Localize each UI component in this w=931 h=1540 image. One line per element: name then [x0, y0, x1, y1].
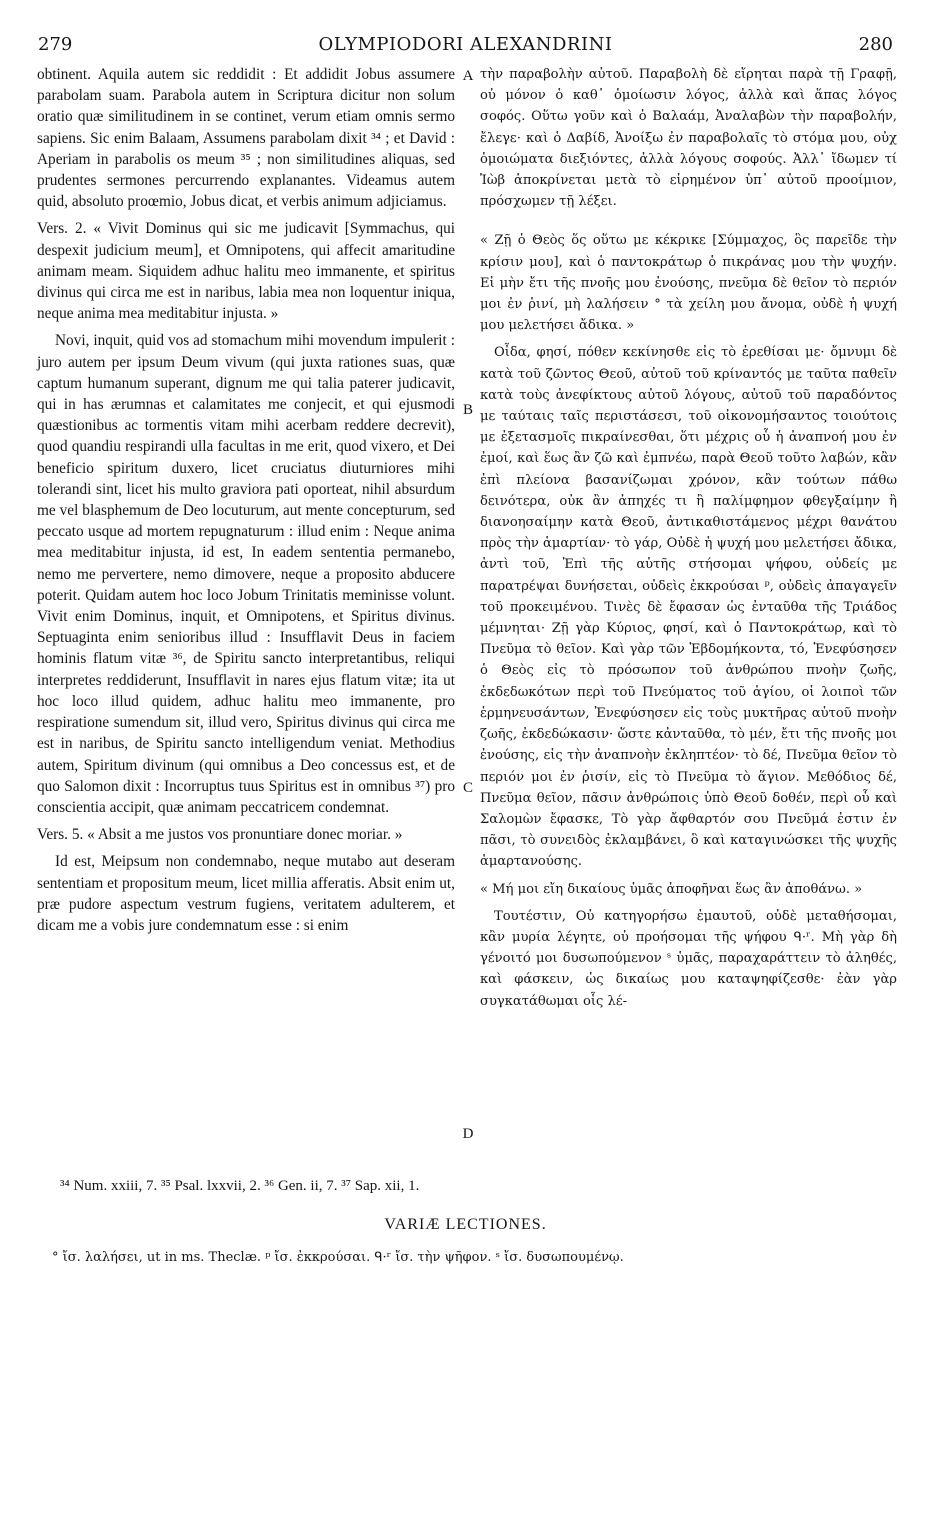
variae-lectiones-text: ° ἴσ. λαλήσει, ut in ms. Theclæ. ᵖ ἴσ. ἐκκρούσαι. ᑫ·ʳ ἴσ. τὴν ψῆφον. ˢ ἴσ. δυσωπουμένῳ.	[52, 1250, 624, 1265]
latin-verse-2: Vers. 2. « Vivit Dominus qui sic me judicavit [Symmachus, qui despexit judicium meum], et Omnipotens, qui affecit amaritudine animam meam. Siquidem adhuc halitu meo immanente, et spiritus divinus qui circa me est in naribus, labia mea non loquentur iniqua, neque anima mea meditabitur injusta. »	[37, 220, 455, 323]
greek-paragraph-intro: τὴν παραβολὴν αὐτοῦ. Παραβολὴ δὲ εἴρηται παρὰ τῇ Γραφῇ, οὐ μόνον ὁ καθ᾽ ὁμοίωσιν λόγος, ἀλλὰ καὶ ἅπας λόγος σοφός. Οὕτω γοῦν καὶ ὁ Βαλαάμ, Ἀναλαβὼν τὴν παραβολήν, ἔλεγε· καὶ ὁ Δαβίδ, Ἀνοίξω ἐν παραβολαῖς τὸ στόμα μου, οὐχ ὁμοιώματα διεξιόντες, ἀλλὰ λόγους σοφούς. Ἀλλ᾽ ἴδωμεν τί Ἰὼβ ἀποκρίνεται μετὰ τὸ εἰρημένον ὑπ᾽ αὐτοῦ προοίμιον, πρόσχωμεν τῇ λέξει.	[480, 67, 897, 210]
greek-commentary-5: Τουτέστιν, Οὐ κατηγορήσω ἐμαυτοῦ, οὐδὲ μεταθήσομαι, κἂν μυρία λέγητε, οὐ προήσομαι τῆς ψήφου ᑫ·ʳ. Μὴ γὰρ δὴ γένοιτό μοι δυσωπούμενον ˢ ὑμᾶς, παραχαράττειν τὸ ἀληθές, καὶ φάσκειν, ὡς δικαίως μου καταψηφίζεσθε· ἐὰν γὰρ συγκατάθωμαι οἷς λέ-	[480, 908, 897, 1009]
variae-lectiones-title: VARIÆ LECTIONES.	[384, 1216, 547, 1233]
margin-letter-d: D	[462, 1126, 474, 1142]
latin-verse-5: Vers. 5. « Absit a me justos vos pronuntiare donec moriar. »	[37, 826, 403, 844]
margin-letter-c: C	[462, 780, 473, 796]
page-header	[38, 34, 893, 60]
footnotes: ³⁴ Num. xxiii, 7. ³⁵ Psal. lxxvii, 2. ³⁶ Gen. ii, 7. ³⁷ Sap. xii, 1.	[60, 1178, 420, 1194]
page-number-left: 279	[38, 34, 73, 55]
margin-letter-b: B	[462, 402, 473, 418]
latin-commentary-5: Id est, Meipsum non condemnabo, neque mutabo aut deseram sententiam et propositum meum, licet millia afferatis. Absit enim ut, præ pudore aspectum vestrum fugiens, veritatem adulterem, et dicam me a vobis jure condemnatum esse : si enim	[37, 853, 455, 934]
page-number-right: 280	[858, 34, 893, 55]
greek-verse-5: « Μή μοι εἴη δικαίους ὑμᾶς ἀποφῆναι ἕως ἂν ἀποθάνω. »	[480, 881, 863, 897]
greek-column	[480, 64, 897, 1012]
greek-commentary-2: Οἶδα, φησί, πόθεν κεκίνησθε εἰς τὸ ἐρεθίσαι με· ὄμνυμι δὲ κατὰ τοῦ ζῶντος Θεοῦ, αὐτοῦ τοῦ κρίναντός με ταῦτα παθεῖν κατὰ τοὺς ἀνεφίκτους αὐτοῦ λόγους, αὐτοῦ τοῦ παραδόντος με ταύταις ταῖς περιστάσεσι, τοῦ οἰκονομήσαντος τοιούτοις με ἐξετασμοῖς πικραίνεσθαι, ὅτι μέχρις οὗ ἡ ἀναπνοή μου ἐν ἐμοί, καὶ ἕως ἂν ζῶ καὶ ἐμπνέω, παρὰ Θεοῦ τοῦτο λαβών, κἂν ἐπὶ πλείονα βασανίζωμαι χρόνον, κἂν τούτων πάθω δεινότερα, οὐκ ἂν ἀπηχές τι ἢ παλίμφημον φθεγξαίμην ἢ διανοησαίμην κατὰ Θεοῦ, ἀντικαθιστάμενος μέχρι θανάτου πρὸς τὴν ἁμαρτίαν· τὸ γάρ, Οὐδὲ ἡ ψυχή μου μελετήσει ἄδικα, ἀντὶ τοῦ, Ἐπὶ τῆς αὐτῆς στήσομαι ψήφου, οὐδείς με παρατρέψαι δυνήσεται, οὐδεὶς ἐκκρούσαι ᵖ, οὐδεὶς ἀπαγαγεῖν τοῦ προκειμένου. Τινὲς δὲ ἔφασαν ὡς ἐνταῦθα τῆς Τριάδος μέμνηται· Ζῇ γὰρ Κύριος, φησί, καὶ ὁ Παντοκράτωρ, καὶ τὸ Πνεῦμα τὸ θεῖον. Καὶ γὰρ τῶν Ἑβδομήκοντα, τό, Ἐνεφύσησεν ὁ Θεὸς εἰς τὸ πρόσωπον τοῦ ἀνθρώπου πνοὴν ζωῆς, ἐκδεδωκότων περὶ τοῦ Πνεύματος τοῦ ἁγίου, οἱ λοιποὶ τῶν ἑρμηνευσάντων, Ἐνεφύσησεν εἰς τοὺς μυκτῆρας αὐτοῦ πνοὴν ζωῆς, ἐκδεδώκασιν· ὥστε κἀνταῦθα, τὸ μέν, ἔτι τῆς πνοῆς μοι ἐνούσης, εἰς τὴν ἀναπνοὴν ἐκληπτέον· τὸ δέ, Πνεῦμα θεῖον τὸ περιόν μοι ἐν ῥισίν, εἰς τὸ Πνεῦμα τὸ ἅγιον. Μεθόδιος δέ, Πνεῦμα θεῖον, πᾶσιν ἀνθρώποις ὑπὸ Θεοῦ δοθέν, περὶ οὗ καὶ Σαλομὼν ἔφασκε, Τὸ γὰρ ἄφθαρτόν σου Πνεῦμά ἐστιν ἐν πᾶσι, τὸ συνειδὸς ἐκλαμβάνει, ὃ καὶ καταγινώσκει τῆς ψυχῆς ἁμαρτανούσης.	[480, 345, 897, 870]
latin-column	[37, 64, 455, 936]
latin-paragraph-intro: obtinent. Aquila autem sic reddidit : Et addidit Jobus assumere parabolam suam. Parabola autem in Scriptura dicitur non solum oratio quæ similitudinem in se continet, verum etiam omnis sermo sapiens. Sic enim Balaam, Assumens parabolam dixit ³⁴ ; et David : Aperiam in parabolis os meum ³⁵ ; non similitudines aliquas, sed prudentes sermones percurrendo explanantes. Videamus autem quid, absoluto proœmio, Jobus dicat, et verbis animum adjiciamus.	[37, 66, 455, 211]
greek-verse-2: « Ζῇ ὁ Θεὸς ὅς οὕτω με κέκρικε [Σύμμαχος, ὃς παρεῖδε τὴν κρίσιν μου], καὶ ὁ παντοκράτωρ ὁ πικράνας μου τὴν ψυχήν. Εἰ μὴν ἔτι τῆς πνοῆς μου ἐνούσης, πνεῦμα δὲ θεῖον τὸ περιόν μοι ἐν ῥινί, μὴ λαλήσειν ° τὰ χείλη μου ἄνομα, οὐδὲ ἡ ψυχή μου μελετήσει ἄδικα. »	[480, 233, 897, 334]
two-column-body	[37, 64, 897, 1172]
running-title: OLYMPIODORI ALEXANDRINI	[318, 34, 613, 55]
latin-commentary-2: Novi, inquit, quid vos ad stomachum mihi movendum impulerit : juro autem per ipsum Deum vivum (qui juxta rationes suas, quæ captum humanum superant, dignum me qui talia paterer judicavit, qui in has ærumnas et calamitates me conjecit, et qui ejusmodi quæstionibus ac tormentis vitam mihi acerbam reddere decrevit), quod quandiu respirandi ulla facultas in me erit, quod vixero, et Dei beneficio spiritum duxero, licet cruciatus diuturniores mihi tolerandi sint, licet his multo graviora pati oporteat, nihil absurdum me vel blasphemum de Deo locuturum, aut mente concepturum, sed peccato usque ad mortem repugnaturum : illud enim : Neque anima mea meditabitur injusta, id est, In eadem sententia permanebo, nemo me pervertere, nemo dimovere, neque a proposito abducere poterit. Quidam autem hoc loco Jobum Trinitatis meminisse volunt. Vivit enim Dominus, inquit, et Omnipotens, et Spiritus divinus. Septuaginta enim senioribus illud : Insufflavit Deus in faciem hominis flatum vitæ ³⁶, de Spiritu sancto interpretantibus, reliqui interpretes reddiderunt, Insufflavit in nares ejus flatum vitæ; ita ut hoc loco illud quidem, adhuc halitu meo immanente, pro respiratione sumendum sit, illud vero, Spiritus divinus qui circa me est in naribus, de Spiritu sancto intelligendum veniat. Methodius autem, Spiritum divinum (qui omnibus a Deo concessus est, et de quo Salomon dixit : Incorruptus tuus Spiritus est in omnibus ³⁷) pro conscientia accipit, quæ animam peccatricem condemnat.	[37, 332, 455, 816]
margin-letter-a: A	[462, 68, 474, 84]
